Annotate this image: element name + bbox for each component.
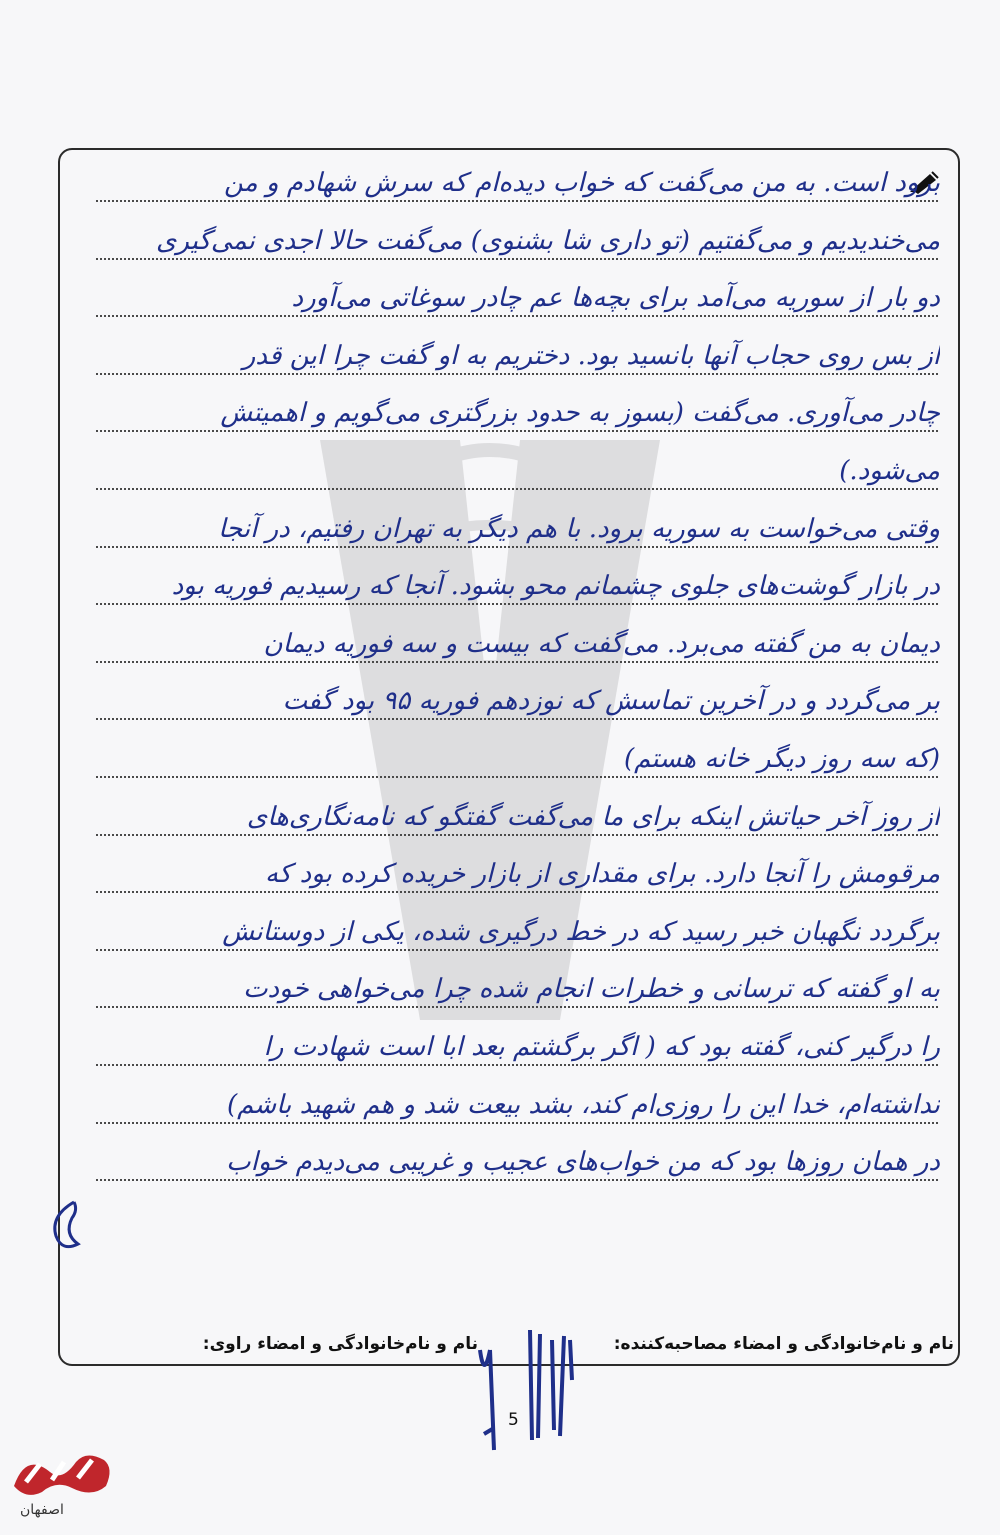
ruled-line bbox=[96, 603, 938, 605]
signature-mark bbox=[460, 1310, 590, 1460]
handwritten-line: برود است. به من می‌گفت که خواب دیده‌ام که سرش شهادم و من bbox=[223, 168, 940, 198]
page-number: 5 bbox=[508, 1410, 519, 1430]
ruled-line bbox=[96, 488, 938, 490]
handwritten-line: می‌شود.) bbox=[839, 456, 940, 486]
handwritten-line: می‌خندیدیم و می‌گفتیم (تو داری شا بشنوی) می‌گفت حالا اجدی نمی‌گیری bbox=[156, 226, 940, 256]
narrator-label: نام و نام‌خانوادگی و امضاء راوی: bbox=[202, 1334, 478, 1354]
logo-subtitle: اصفهان bbox=[20, 1502, 64, 1518]
ruled-line bbox=[96, 373, 938, 375]
ruled-line bbox=[96, 430, 938, 432]
ruled-line bbox=[96, 315, 938, 317]
margin-scribble bbox=[44, 1196, 84, 1256]
ruled-line bbox=[96, 891, 938, 893]
ruled-line bbox=[96, 776, 938, 778]
navid-shahed-logo bbox=[6, 1442, 118, 1504]
ruled-line bbox=[96, 834, 938, 836]
ruled-line bbox=[96, 661, 938, 663]
handwritten-line: را درگیر کنی، گفته بود که ( اگر برگشتم بعد ابا است شهادت را bbox=[263, 1032, 940, 1062]
ruled-line bbox=[96, 1122, 938, 1124]
handwritten-line: چادر می‌آوری. می‌گفت (بسوز به حدود بزرگتری می‌گویم و اهمیتش bbox=[220, 398, 940, 428]
handwritten-line: دیمان به من گفته می‌برد. می‌گفت که بیست و سه فوریه دیمان bbox=[263, 629, 940, 659]
handwritten-line: از بس روی حجاب آنها بانسید بود. دختریم به او گفت چرا این قدر bbox=[242, 341, 940, 371]
handwritten-line: (که سه روز دیگر خانه هستم) bbox=[623, 744, 940, 774]
ruled-line bbox=[96, 718, 938, 720]
ruled-line bbox=[96, 1006, 938, 1008]
handwritten-line: به او گفته که ترسانی و خطرات انجام شده چرا می‌خواهی خودت bbox=[243, 974, 940, 1004]
handwritten-line: بر می‌گردد و در آخرین تماسش که نوزدهم فوریه ۹۵ بود گفت bbox=[282, 686, 940, 716]
ruled-line bbox=[96, 1064, 938, 1066]
handwritten-line: برگردد نگهبان خبر رسید که در خط درگیری شده، یکی از دوستانش bbox=[222, 917, 940, 947]
handwritten-line: وقتی می‌خواست به سوریه برود. با هم دیگر به تهران رفتیم، در آنجا bbox=[218, 514, 940, 544]
handwritten-line: از روز آخر حیاتش اینکه برای ما می‌گفت گفتگو که نامه‌نگاری‌های bbox=[246, 802, 940, 832]
ruled-line bbox=[96, 949, 938, 951]
handwritten-line: مرقومش را آنجا دارد. برای مقداری از بازار خریده کرده بود که bbox=[265, 859, 940, 889]
handwritten-line: دو بار از سوریه می‌آمد برای بچه‌ها عم چادر سوغاتی می‌آورد bbox=[291, 283, 940, 313]
ruled-line bbox=[96, 258, 938, 260]
ruled-line bbox=[96, 200, 938, 202]
handwritten-line: نداشته‌ام، خدا این را روزی‌ام کند، بشد بیعت شد و هم شهید باشم) bbox=[226, 1090, 940, 1120]
interviewer-label: نام و نام‌خانوادگی و امضاء مصاحبه‌کننده: bbox=[613, 1334, 954, 1354]
ruled-line bbox=[96, 1179, 938, 1181]
handwritten-line: در همان روزها بود که من خواب‌های عجیب و غریبی می‌دیدم خواب bbox=[226, 1147, 940, 1177]
handwritten-line: در بازار گوشت‌های جلوی چشمانم محو بشود. آنجا که رسیدیم فوریه بود bbox=[171, 571, 940, 601]
ruled-line bbox=[96, 546, 938, 548]
